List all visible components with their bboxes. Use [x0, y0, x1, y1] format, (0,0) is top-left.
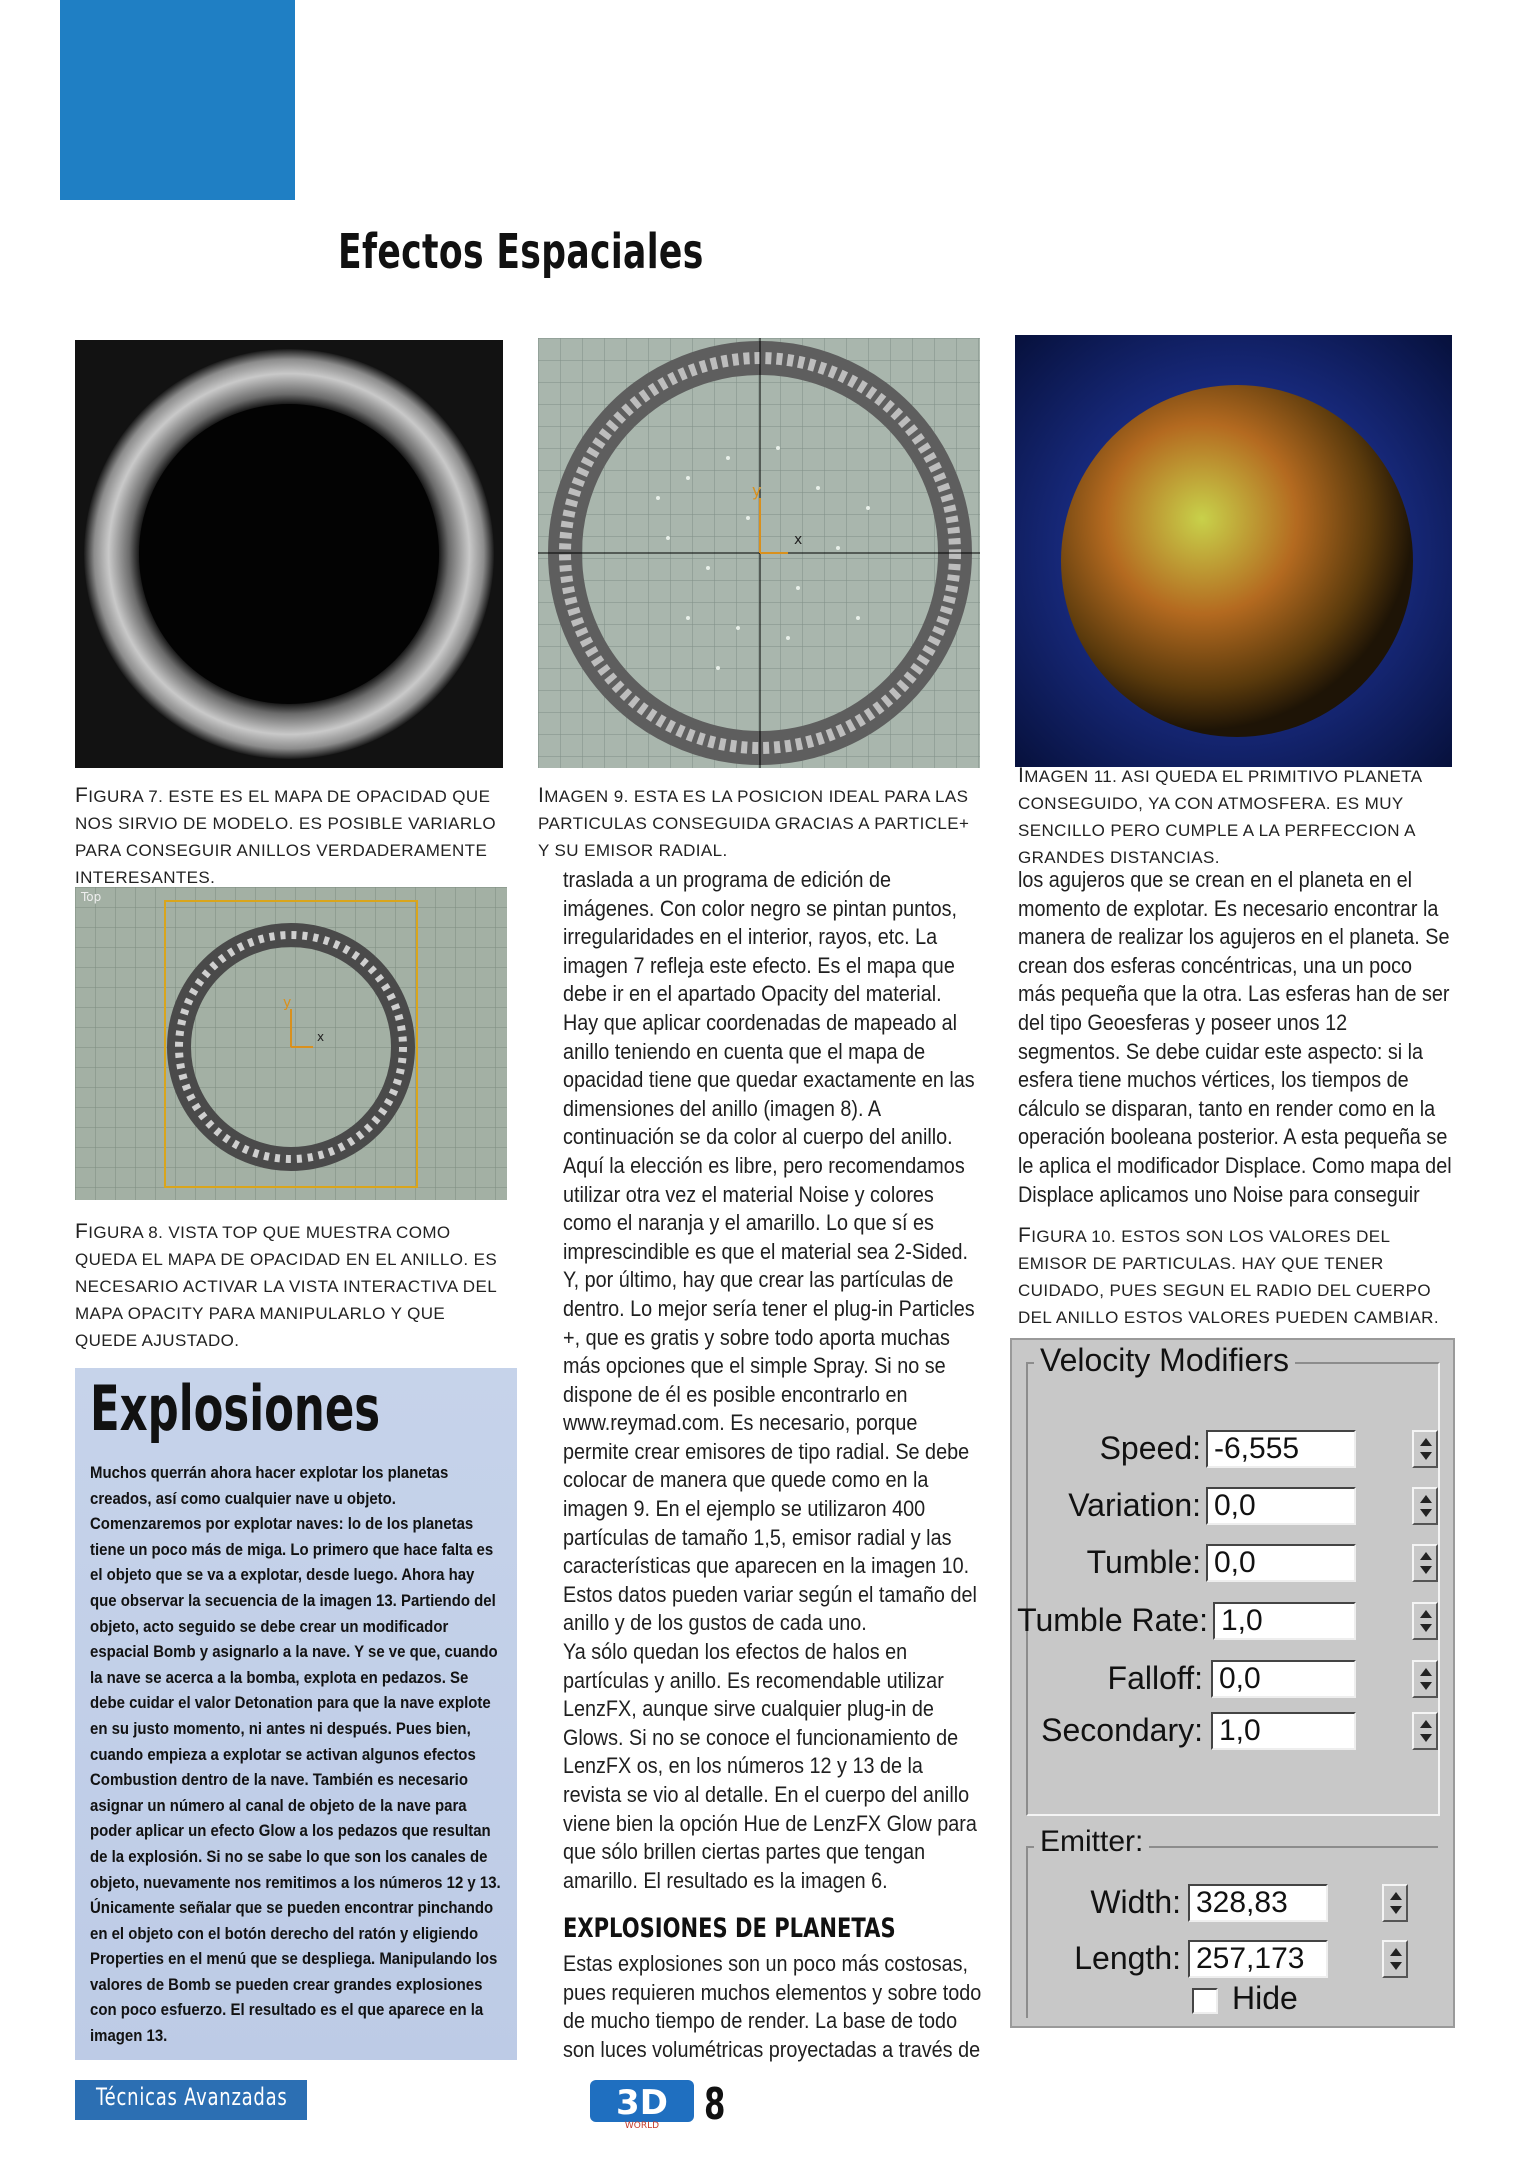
- secondary-label: Secondary:: [1041, 1712, 1203, 1748]
- width-label: Width:: [1090, 1884, 1181, 1920]
- middle-paragraph-2: Ya sólo quedan los efectos de halos en partículas y anillo. Es recomendable utilizar LenzFX, aunque sirve cualquier plug-in de Glows. Si no se conoce el funcionamiento de LenzFX os, en los números 12 y 13 de la revista se vio al detalle. En el cuerpo del anillo viene bien la opción Hue de LenzFX Glow para que sólo brillen ciertas partes que tengan amarillo. El resultado es la imagen 6.: [563, 1639, 977, 1893]
- top-view-ring-image: [75, 887, 507, 1200]
- image-11-caption: IMAGEN 11. ASI QUEDA EL PRIMITIVO PLANETA CONSEGUIDO, YA CON ATMOSFERA. ES MUY SENCILLO PERO CUMPLE A LA PERFECCION A GRANDES DISTANCIAS.: [1018, 764, 1422, 867]
- image-9-axis-x-label: x: [794, 532, 803, 548]
- length-spinner[interactable]: [1382, 1940, 1408, 1978]
- tumble-rate-field[interactable]: 1,0: [1213, 1602, 1356, 1640]
- magazine-logo: [590, 2074, 694, 2130]
- speed-label: Speed:: [1099, 1430, 1201, 1466]
- ring-opacity-image: [75, 340, 503, 768]
- secondary-spinner[interactable]: [1412, 1712, 1438, 1750]
- svg-text:WORLD: WORLD: [624, 2121, 660, 2130]
- figure-8-axis-y-label: y: [283, 995, 292, 1011]
- hide-checkbox[interactable]: [1192, 1988, 1218, 2014]
- sub-heading-explosiones-planetas: EXPLOSIONES DE PLANETAS: [563, 1913, 896, 1944]
- particle-emitter-panel: [1010, 1338, 1455, 2028]
- image-11-planet: [1015, 335, 1452, 767]
- image-9-axis-y-label: y: [752, 481, 762, 500]
- velocity-group-title: Velocity Modifiers: [1034, 1342, 1295, 1379]
- sidebar-title: Explosiones: [90, 1372, 381, 1445]
- tumble-rate-spinner[interactable]: [1412, 1602, 1438, 1640]
- middle-sub-paragraph: Estas explosiones son un poco más costosas, pues requieren muchos elementos y sobre todo de mucho tiempo de render. La base de todo son luces volumétricas proyectadas a través de: [563, 1951, 982, 2062]
- svg-text:3D: 3D: [616, 2083, 668, 2123]
- length-field[interactable]: 257,173: [1188, 1940, 1328, 1978]
- speed-field[interactable]: -6,555: [1206, 1430, 1356, 1468]
- width-field[interactable]: 328,83: [1188, 1884, 1328, 1922]
- 3d-world-logo-icon: [590, 2074, 694, 2130]
- footer-section-label: Técnicas Avanzadas: [96, 2083, 288, 2111]
- image-9-caption: IMAGEN 9. ESTA ES LA POSICION IDEAL PARA LAS PARTICULAS CONSEGUIDA GRACIAS A PARTICLE+ Y SU EMISOR RADIAL.: [538, 784, 970, 860]
- tumble-label: Tumble:: [1086, 1544, 1201, 1580]
- variation-label: Variation:: [1068, 1487, 1201, 1523]
- secondary-field[interactable]: 1,0: [1211, 1712, 1356, 1750]
- tumble-spinner[interactable]: [1412, 1544, 1438, 1582]
- speed-spinner[interactable]: [1412, 1430, 1438, 1468]
- planet-image: [1015, 335, 1452, 767]
- emitter-group-title: Emitter:: [1034, 1825, 1149, 1859]
- falloff-field[interactable]: 0,0: [1211, 1660, 1356, 1698]
- right-column-text: [1018, 866, 1452, 1209]
- image-9-particles-viewport: [538, 338, 980, 768]
- middle-paragraph-1: traslada a un programa de edición de imágenes. Con color negro se pintan puntos, irregularidades en el interior, rayos, etc. La imagen 7 refleja este efecto. Es el mapa que debe ir en el apartado Opacity del material. Hay que aplicar coordenadas de mapeado al anillo teniendo en cuenta que el mapa de opacidad tiene que quedar exactamente en las dimensiones del anillo (imagen 8). A continuación se da color al cuerpo del anillo. Aquí la elección es libre, pero recomendamos utilizar otra vez el material Noise y colores como el naranja y el amarillo. Lo que sí es imprescindible es que el material sea 2-Sided. Y, por último, hay que crear las partículas de dentro. Lo mejor sería tener el plug-in Particles +, que es gratis y sobre todo aporta muchas más opciones que el simple Spray. Si no se dispone de él es posible encontrarlo en www.reymad.com. Es necesario, porque permite crear emisores de tipo radial. Se debe colocar de manera que quede como en la imagen 9. En el ejemplo se utilizaron 400 partículas de tamaño 1,5, emisor radial y las características que aparecen en la imagen 10. Estos datos pueden variar según el tamaño del anillo y de los gustos de cada uno.: [563, 867, 977, 1636]
- figure-8-axis-x-label: x: [317, 1030, 325, 1044]
- variation-spinner[interactable]: [1412, 1487, 1438, 1525]
- middle-column-text: [563, 866, 982, 1895]
- figure-7-opacity-map: [75, 340, 503, 768]
- page-number: 8: [704, 2079, 726, 2130]
- falloff-label: Falloff:: [1107, 1660, 1203, 1696]
- right-paragraph: los agujeros que se crean en el planeta en el momento de explotar. Es necesario encontrar la manera de realizar los agujeros en el planeta. Se crean dos esferas concéntricas, una un poco más pequeña que la otra. Las esferas han de ser del tipo Geoesferas y poseer unos 12 segmentos. Se debe cuidar este aspecto: si la esfera tiene muchos vértices, los tiempos de cálculo se disparan, tanto en render como en la operación booleana posterior. A esta pequeña se le aplica el modificador Displace. Como mapa del Displace aplicamos uno Noise para conseguir: [1018, 867, 1452, 1207]
- sidebar-paragraph: Muchos querrán ahora hacer explotar los planetas creados, así como cualquier nave u objeto. Comenzaremos por explotar naves: lo de los planetas tiene un poco más de miga. Lo primero que hace falta es el objeto que se va a explotar, desde luego. Ahora hay que observar la secuencia de la imagen 13. Partiendo del objeto, acto seguido se debe crear un modificador espacial Bomb y asignarlo a la nave. Y se ve que, cuando la nave se acerca a la bomba, explota en pedazos. Se debe cuidar el valor Detonation para que la nave explote en su justo momento, ni antes ni después. Pues bien, cuando empieza a explotar se activan algunos efectos Combustion dentro de la nave. También es necesario asignar un número al canal de objeto de la nave para poder aplicar un efecto Glow a los pedazos que resultan de la explosión. Si no se sabe lo que son los canales de objeto, nuevamente nos remitimos a los números 12 y 13. Únicamente señalar que se pueden encontrar pinchando en el objeto con el botón derecho del ratón y eligiendo Properties en el menú que se despliega. Manipulando los valores de Bomb se pueden crear grandes explosiones con poco esfuerzo. El resultado es el que aparece en la imagen 13.: [90, 1463, 501, 2046]
- tumble-field[interactable]: 0,0: [1206, 1544, 1356, 1582]
- page-section-title: Efectos Espaciales: [338, 224, 704, 280]
- variation-field[interactable]: 0,0: [1206, 1487, 1356, 1525]
- particle-ring-image: [538, 338, 980, 768]
- tumble-rate-label: Tumble Rate:: [1017, 1602, 1208, 1638]
- length-label: Length:: [1074, 1940, 1181, 1976]
- viewport-label: Top: [81, 890, 102, 904]
- figure-8-top-viewport: [75, 887, 507, 1200]
- middle-column-tail: [563, 1950, 982, 2064]
- falloff-spinner[interactable]: [1412, 1660, 1438, 1698]
- figure-7-caption: FIGURA 7. ESTE ES EL MAPA DE OPACIDAD QUE NOS SIRVIO DE MODELO. ES POSIBLE VARIARLO PARA CONSEGUIR ANILLOS VERDADERAMENTE INTERESANTES.: [75, 784, 497, 887]
- width-spinner[interactable]: [1382, 1884, 1408, 1922]
- header-accent-block: [60, 0, 295, 200]
- sidebar-text: [90, 1460, 504, 2049]
- figure-10-caption: FIGURA 10. ESTOS SON LOS VALORES DEL EMISOR DE PARTICULAS. HAY QUE TENER CUIDADO, PUES SEGUN EL RADIO DEL CUERPO DEL ANILLO ESTOS VALORES PUEDEN CAMBIAR.: [1018, 1224, 1439, 1327]
- figure-8-caption: FIGURA 8. VISTA TOP QUE MUESTRA COMO QUEDA EL MAPA DE OPACIDAD EN EL ANILLO. ES NECESARIO ACTIVAR LA VISTA INTERACTIVA DEL MAPA OPACITY PARA MANIPULARLO Y QUE QUEDE AJUSTADO.: [75, 1220, 498, 1350]
- hide-label: Hide: [1232, 1980, 1298, 2016]
